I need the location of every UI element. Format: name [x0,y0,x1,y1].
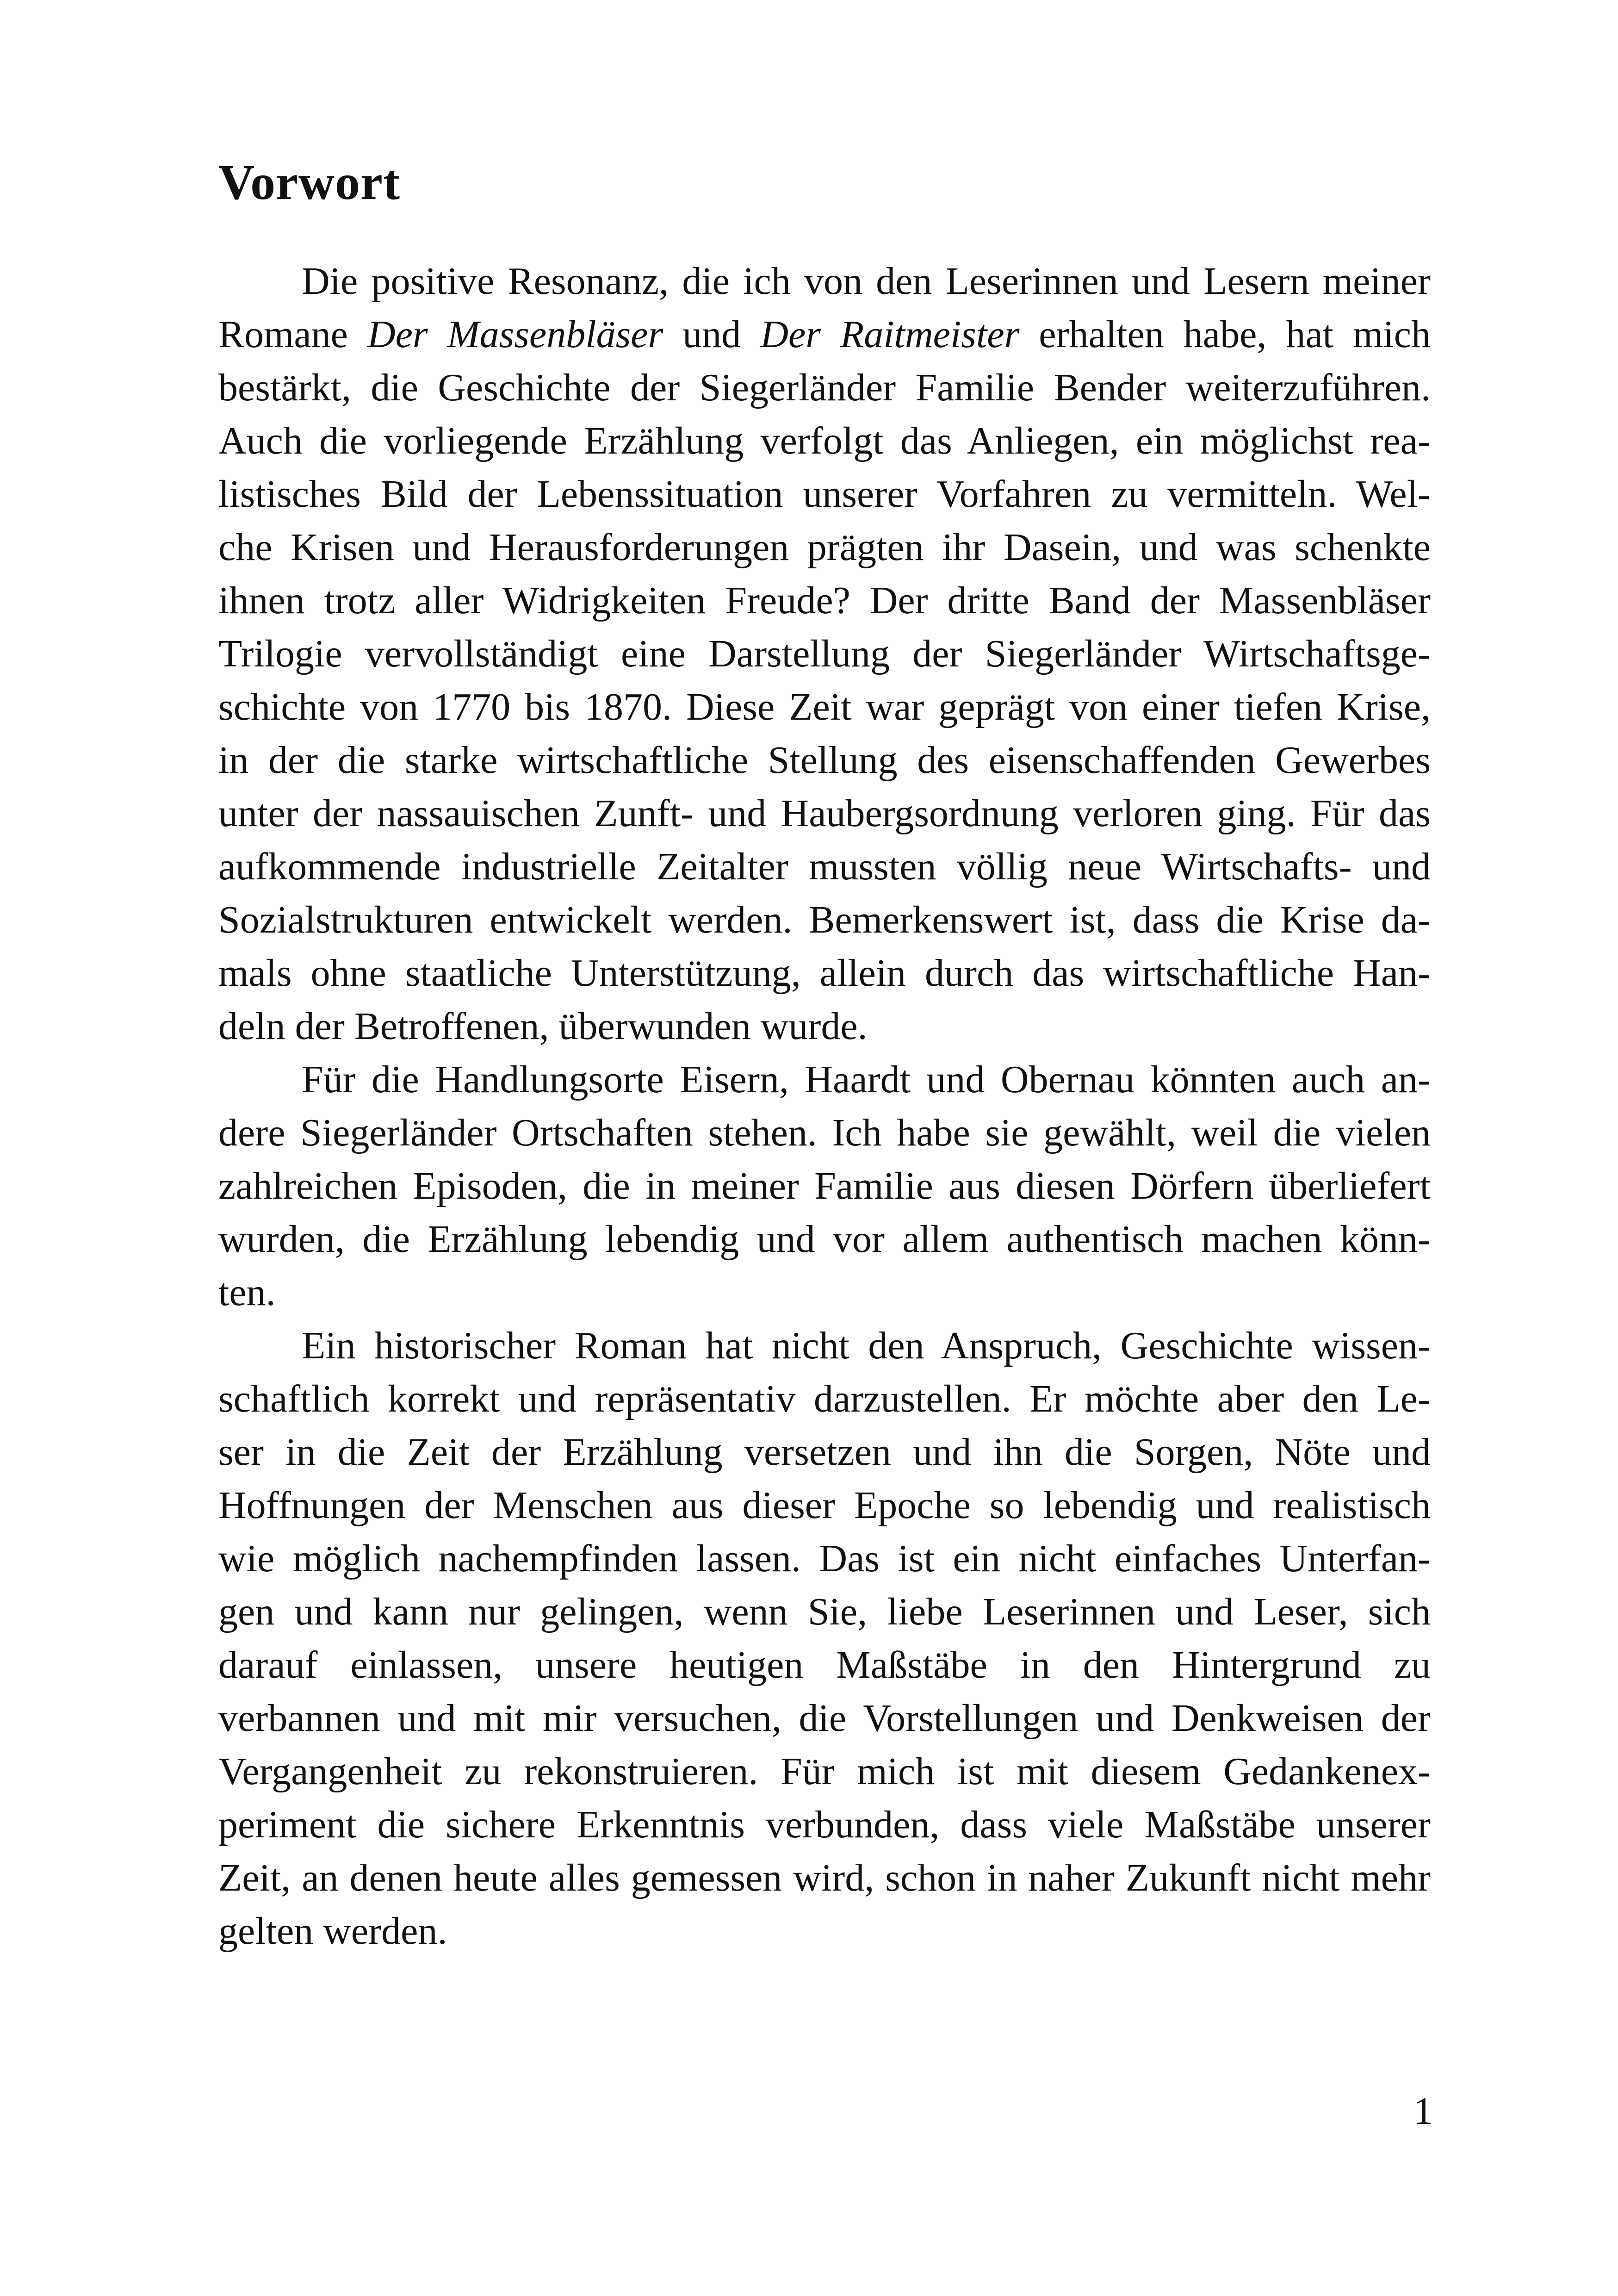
text-line [218,1159,1431,1213]
text-segment: gen und kann nur gelingen, wenn Sie, liebe Leserinnen und Leser, sich [218,1590,1431,1633]
text-line [218,1532,1431,1585]
text-line [218,840,1431,893]
text-line [218,361,1431,414]
text-segment: Hoffnungen der Menschen aus dieser Epoche so lebendig und realistisch [218,1484,1431,1527]
book-title-text: Der Massenbläser [367,313,663,356]
text-segment: aufkommende industrielle Zeitalter mussten völlig neue Wirtschafts- und [218,845,1431,888]
text-segment: che Krisen und Herausforderungen prägten ihr Dasein, und was schenkte [218,526,1431,569]
text-segment: Vergangenheit zu rekonstruieren. Für mich ist mit diesem Gedankenex- [218,1750,1431,1793]
text-segment: listisches Bild der Lebenssituation unserer Vorfahren zu vermitteln. Wel- [218,473,1431,516]
paragraph [218,255,1431,1053]
text-line [218,1479,1431,1532]
text-line [218,1904,1431,1958]
text-segment: wie möglich nachempfinden lassen. Das ist ein nicht einfaches Unterfan- [218,1537,1431,1580]
text-segment: periment die sichere Erkenntnis verbunden, dass viele Maßstäbe unserer [218,1803,1431,1846]
text-line [218,1319,1431,1372]
text-segment: erhalten habe, hat mich [1019,313,1431,356]
text-segment: wurden, die Erzählung lebendig und vor allem authentisch machen könn- [218,1218,1431,1261]
text-segment: Ein historischer Roman hat nicht den Anspruch, Geschichte wissen- [302,1324,1431,1367]
text-line [218,734,1431,787]
text-segment: mals ohne staatliche Unterstützung, allein durch das wirtschaftliche Han- [218,952,1431,995]
text-segment: Die positive Resonanz, die ich von den Leserinnen und Lesern meiner [302,260,1431,303]
text-line [218,414,1431,467]
text-segment: gelten werden. [218,1910,447,1953]
paragraph [218,1319,1431,1958]
text-line [218,308,1431,361]
page-title: Vorwort [218,155,400,210]
text-segment: Auch die vorliegende Erzählung verfolgt das Anliegen, ein möglichst rea- [218,419,1431,462]
text-segment: dere Siegerländer Ortschaften stehen. Ich habe sie gewählt, weil die vielen [218,1111,1431,1154]
text-segment: und [663,313,761,356]
text-segment: darauf einlassen, unsere heutigen Maßstäbe in den Hintergrund zu [218,1643,1431,1686]
text-line [218,1692,1431,1745]
text-segment: zahlreichen Episoden, die in meiner Familie aus diesen Dörfern überliefert [218,1164,1431,1207]
text-line [218,1585,1431,1638]
text-segment: Sozialstrukturen entwickelt werden. Bemerkenswert ist, dass die Krise da- [218,898,1431,941]
text-segment: in der die starke wirtschaftliche Stellung des eisenschaffenden Gewerbes [218,739,1431,782]
text-line [218,1106,1431,1159]
text-line [218,1798,1431,1851]
text-line [218,574,1431,627]
book-title-text: Der Raitmeister [760,313,1020,356]
text-line [218,680,1431,734]
text-segment: Trilogie vervollständigt eine Darstellung der Siegerländer Wirtschaftsge- [218,632,1431,675]
body-text [218,255,1431,1958]
text-segment: Für die Handlungsorte Eisern, Haardt und Obernau könnten auch an- [302,1058,1431,1101]
text-line [218,787,1431,840]
text-line [218,467,1431,521]
text-line [218,946,1431,1000]
text-segment: schaftlich korrekt und repräsentativ darzustellen. Er möchte aber den Le- [218,1377,1431,1420]
text-line [218,255,1431,308]
text-line [218,1266,1431,1319]
text-segment: Zeit, an denen heute alles gemessen wird, schon in naher Zukunft nicht mehr [218,1856,1431,1899]
text-segment: bestärkt, die Geschichte der Siegerländer Familie Bender weiterzuführen. [218,366,1431,409]
text-line [218,893,1431,946]
paragraph [218,1053,1431,1319]
text-line [218,1213,1431,1266]
text-segment: Romane [218,313,367,356]
text-segment: ten. [218,1271,276,1314]
text-segment: ser in die Zeit der Erzählung versetzen und ihn die Sorgen, Nöte und [218,1431,1431,1474]
text-segment: ihnen trotz aller Widrigkeiten Freude? Der dritte Band der Massenbläser [218,579,1431,622]
text-line [218,627,1431,680]
text-line [218,1000,1431,1053]
text-line [218,1745,1431,1798]
text-line [218,1053,1431,1106]
text-line [218,521,1431,574]
text-line [218,1372,1431,1425]
text-segment: deln der Betroffenen, überwunden wurde. [218,1005,868,1048]
text-segment: verbannen und mit mir versuchen, die Vorstellungen und Denkweisen der [218,1697,1431,1740]
page-number: 1 [1413,2090,1433,2133]
text-segment: unter der nassauischen Zunft- und Haubergsordnung verloren ging. Für das [218,792,1431,835]
text-line [218,1425,1431,1479]
text-line [218,1851,1431,1904]
text-segment: schichte von 1770 bis 1870. Diese Zeit war geprägt von einer tiefen Krise, [218,685,1431,728]
text-line [218,1638,1431,1692]
